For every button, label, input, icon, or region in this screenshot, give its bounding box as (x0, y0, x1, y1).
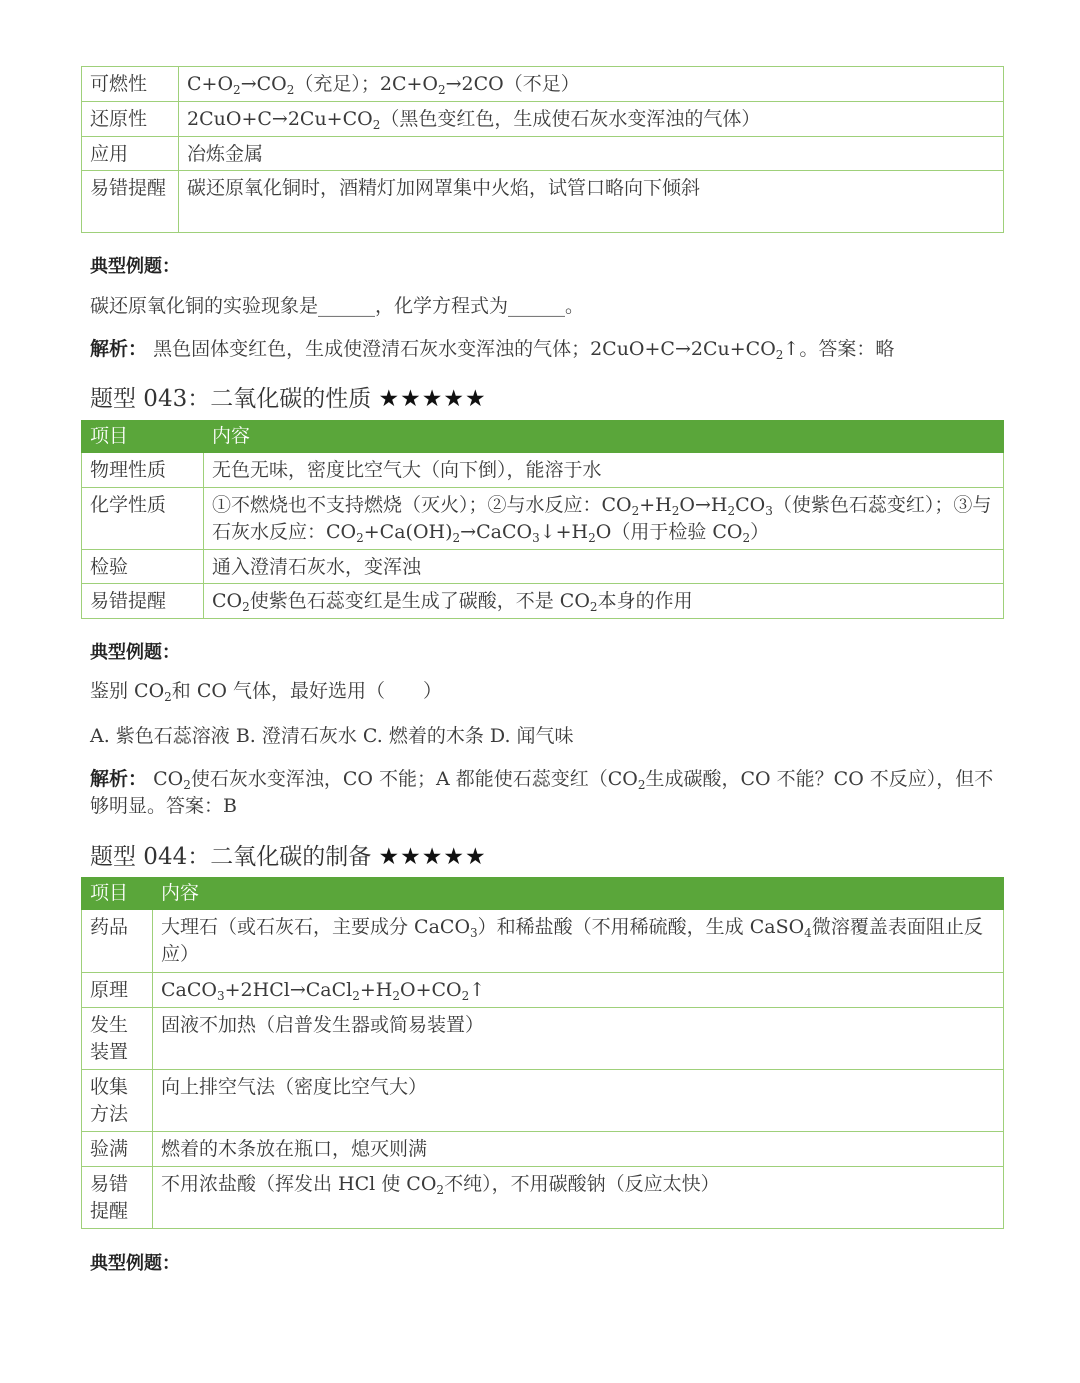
row-content: 燃着的木条放在瓶口，熄灭则满 (153, 1132, 1004, 1167)
row-label: 化学性质 (82, 488, 204, 550)
analysis-text: $CO_2$使石灰水变浑浊，CO 不能；A 都能使石蕊变红（$CO_2$生成碳酸，CO 不能？CO 不反应），但不够明显。答案：B (90, 768, 994, 817)
table-row (82, 102, 1004, 137)
table-row (82, 1070, 1004, 1132)
example-analysis (90, 766, 1005, 820)
row-content: $2CuO+C\to 2Cu+CO_2$（黑色变红色，生成使石灰水变浑浊的气体） (179, 102, 1004, 137)
row-content: 向上排空气法（密度比空气大） (153, 1070, 1004, 1132)
header-content: 内容 (204, 421, 1004, 453)
table-row (82, 1132, 1004, 1167)
table-row (82, 973, 1004, 1008)
row-content: $CO_2$使紫色石蕊变红是生成了碳酸，不是 $CO_2$本身的作用 (204, 584, 1004, 619)
table-row (82, 67, 1004, 102)
row-label: 物理性质 (82, 453, 204, 488)
analysis-text: 黑色固体变红色，生成使澄清石灰水变浑浊的气体；$2CuO+C\to 2Cu+CO_2↑$。答案：略 (153, 338, 895, 362)
example-analysis (90, 336, 1010, 363)
row-label: 发生装置 (82, 1008, 153, 1070)
example-label: 典型例题： (90, 1253, 180, 1274)
table-header (82, 878, 1004, 910)
analysis-label: 解析： (90, 768, 148, 790)
example-label: 典型例题： (90, 256, 180, 277)
row-label: 还原性 (82, 102, 179, 137)
section-heading-044 (90, 838, 487, 871)
difficulty-stars: ★★★★★ (378, 386, 487, 412)
example-question: 碳还原氧化铜的实验现象是______，化学方程式为______。 (90, 295, 585, 317)
table-row (82, 488, 1004, 550)
row-label: 易错提醒 (82, 584, 204, 619)
row-label: 易错提醒 (82, 1167, 153, 1229)
row-content: $CaCO_3+2HCl\to CaCl_2+H_2O+CO_2↑$ (153, 973, 1004, 1008)
row-label: 药品 (82, 910, 153, 973)
header-content: 内容 (153, 878, 1004, 910)
row-content: 不用浓盐酸（挥发出 HCl 使 $CO_2$不纯），不用碳酸钠（反应太快） (153, 1167, 1004, 1229)
row-label: 检验 (82, 550, 204, 584)
row-content: 固液不加热（启普发生器或简易装置） (153, 1008, 1004, 1070)
table-row (82, 1167, 1004, 1229)
analysis-label: 解析： (90, 338, 148, 360)
row-content: 无色无味，密度比空气大（向下倒），能溶于水 (204, 453, 1004, 488)
row-content: 大理石（或石灰石，主要成分 CaCO$_3$）和稀盐酸（不用稀硫酸，生成 CaSO$_4$微溶覆盖表面阻止反应） (153, 910, 1004, 973)
table-header (82, 421, 1004, 453)
table-row (82, 137, 1004, 171)
table-row (82, 171, 1004, 233)
example-label: 典型例题： (90, 642, 180, 663)
row-label: 收集方法 (82, 1070, 153, 1132)
row-label: 易错提醒 (82, 171, 179, 233)
header-item: 项目 (82, 878, 153, 910)
table-row (82, 584, 1004, 619)
row-content: 冶炼金属 (179, 137, 1004, 171)
difficulty-stars: ★★★★★ (378, 844, 487, 870)
table-row (82, 453, 1004, 488)
example-options: A. 紫色石蕊溶液 B. 澄清石灰水 C. 燃着的木条 D. 闻气味 (90, 725, 574, 747)
row-content: 碳还原氧化铜时，酒精灯加网罩集中火焰，试管口略向下倾斜 (179, 171, 1004, 233)
co2-properties-table (81, 420, 1004, 619)
example-question: 鉴别 $CO_2$和 CO 气体，最好选用（ ） (90, 680, 442, 704)
row-label: 可燃性 (82, 67, 179, 102)
section-title: 题型 044：二氧化碳的制备 (90, 844, 372, 870)
row-label: 原理 (82, 973, 153, 1008)
header-item: 项目 (82, 421, 204, 453)
section-title: 题型 043：二氧化碳的性质 (90, 386, 372, 412)
table-row (82, 910, 1004, 973)
table-row (82, 1008, 1004, 1070)
row-content: $C+O_2\to CO_2$（充足）；$2C+O_2\to 2CO$（不足） (179, 67, 1004, 102)
table-row (82, 550, 1004, 584)
row-content: 通入澄清石灰水，变浑浊 (204, 550, 1004, 584)
row-label: 应用 (82, 137, 179, 171)
row-content: ①不燃烧也不支持燃烧（灭火）；②与水反应：$CO_2+H_2O\to H_2CO_3$（使紫色石蕊变红）；③与石灰水反应：$CO_2+Ca(OH)_2\to CaCO_3↓+H_2O$（用于检验 $CO_2$） (204, 488, 1004, 550)
row-label: 验满 (82, 1132, 153, 1167)
carbon-properties-table (81, 66, 1004, 233)
co2-preparation-table (81, 877, 1004, 1229)
section-heading-043 (90, 380, 487, 413)
